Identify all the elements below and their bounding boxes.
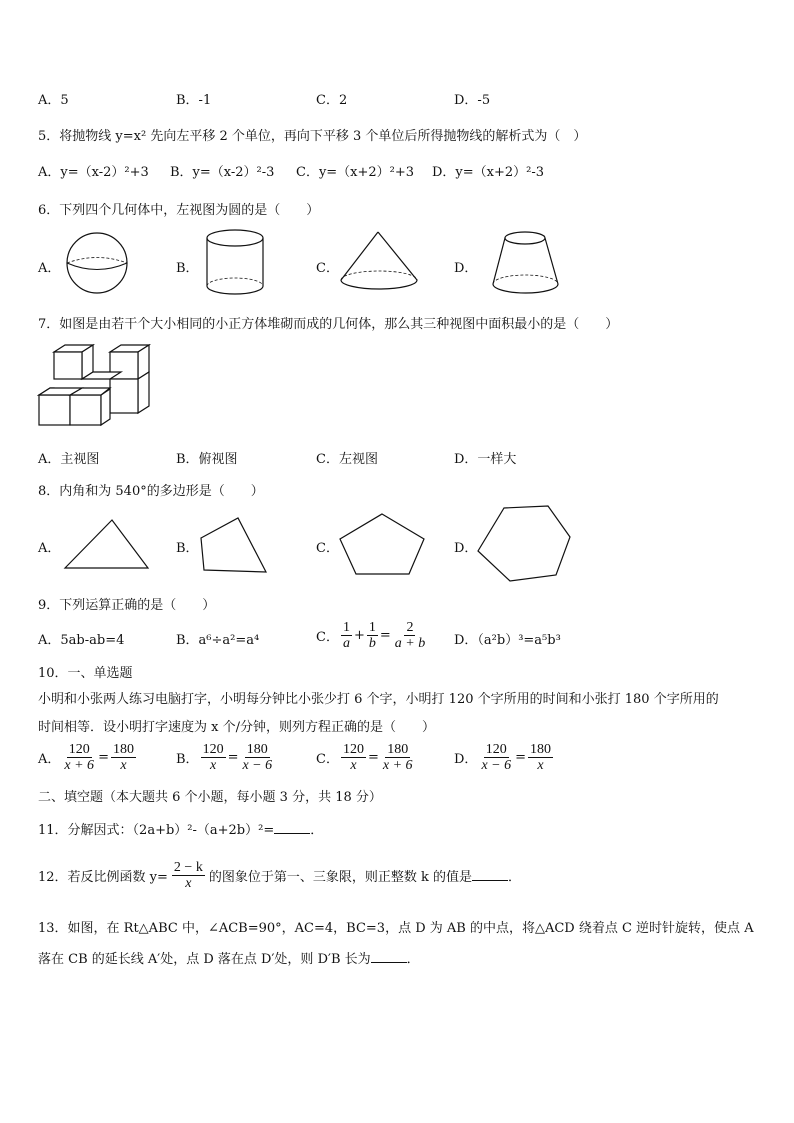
- q10-line1: 小明和小张两人练习电脑打字，小明每分钟比小张少打 6 个字，小明打 120 个字所用的时间和小张打 180 个字所用的: [38, 692, 719, 707]
- q8-option-d: D．: [454, 541, 478, 556]
- q7-option-b: B．俯视图: [176, 452, 238, 467]
- frustum-figure: [492, 228, 562, 296]
- q7-stem: 7．如图是由若干个大小相同的小正方体堆砌而成的几何体，那么其三种视图中面积最小的是（ ）: [38, 317, 619, 332]
- q9-option-c: C． $\frac{1}{a}$ + $\frac{1}{b}$ = $\frac{2}{a + b}$: [316, 620, 426, 651]
- q10-stem: 10．一、单选题: [38, 666, 133, 681]
- quadrilateral-figure: [198, 516, 268, 576]
- q5-option-a: A．y=（x-2）²+3: [38, 165, 149, 180]
- q10-option-c-label: C．: [316, 752, 339, 767]
- q9-option-c-label: C．: [316, 630, 339, 645]
- cube-stack-figure: [38, 344, 156, 430]
- fraction: $\frac{120}{x - 6}$: [481, 742, 512, 773]
- fraction: $\frac{120}{x}$: [342, 742, 364, 773]
- q12-pre: 12．若反比例函数 y=: [38, 870, 168, 885]
- q11-stem: [38, 819, 323, 838]
- q12-stem: [38, 860, 521, 891]
- answer-blank: [274, 823, 310, 834]
- q9-stem: 9．下列运算正确的是（ ）: [38, 598, 216, 613]
- q13-end: ．: [406, 952, 420, 967]
- q4-option-d: D．-5: [454, 93, 491, 108]
- cone-figure: [340, 230, 420, 292]
- q4-option-a: A．5: [38, 93, 69, 108]
- q5-option-c: C．y=（x+2）²+3: [296, 165, 415, 180]
- q10-line2: 时间相等．设小明打字速度为 x 个/分钟，则列方程正确的是（ ）: [38, 720, 435, 735]
- q10-option-d: D． $\frac{120}{x - 6}$ = $\frac{180}{x}$: [454, 742, 552, 773]
- q12-post: 的图象位于第一、三象限，则正整数 k 的值是: [208, 870, 472, 885]
- q4-option-c: C．2: [316, 93, 348, 108]
- q10-option-b: B． $\frac{120}{x}$ = $\frac{180}{x - 6}$: [176, 742, 273, 773]
- q7-option-d: D．一样大: [454, 452, 517, 467]
- answer-blank: [371, 952, 407, 963]
- fraction: $\frac{1}{b}$: [368, 620, 376, 651]
- q8-option-a: A．: [38, 541, 61, 556]
- q5-option-d: D．y=（x+2）²-3: [432, 165, 545, 180]
- q6-option-b: B．: [176, 261, 199, 276]
- sphere-figure: [64, 232, 134, 294]
- q5-stem: 5．将抛物线 y=x² 先向左平移 2 个单位，再向下平移 3 个单位后所得抛物线的解析式为（ ）: [38, 129, 587, 144]
- q10-option-a-label: A．: [38, 752, 61, 767]
- fraction: $\frac{2 - k}{x}$: [173, 860, 203, 891]
- fraction: $\frac{180}{x - 6}$: [242, 742, 273, 773]
- fraction: $\frac{2}{a + b}$: [394, 620, 426, 651]
- q6-option-a: A．: [38, 261, 61, 276]
- q9-option-a: A．5ab-ab=4: [38, 633, 125, 648]
- q6-option-d: D．: [454, 261, 478, 276]
- q7-option-c: C．左视图: [316, 452, 378, 467]
- q6-stem: 6．下列四个几何体中，左视图为圆的是（ ）: [38, 203, 320, 218]
- section-heading: 二、填空题（本大题共 6 个小题，每小题 3 分，共 18 分）: [38, 790, 382, 805]
- fraction: $\frac{180}{x}$: [112, 742, 134, 773]
- q10-option-a: A． $\frac{120}{x + 6}$ = $\frac{180}{x}$: [38, 742, 134, 773]
- fraction: $\frac{120}{x + 6}$: [64, 742, 95, 773]
- q11-end: ．: [310, 823, 324, 838]
- q4-option-b: B．-1: [176, 93, 212, 108]
- pentagon-figure: [338, 513, 428, 577]
- q13-line2: [38, 948, 420, 967]
- fraction: $\frac{120}{x}$: [202, 742, 224, 773]
- q7-option-a: A．主视图: [38, 452, 100, 467]
- q13-line1: 13．如图，在 Rt△ABC 中，∠ACB=90°，AC=4，BC=3，点 D 为 AB 的中点，将△ACD 绕着点 C 逆时针旋转，使点 A: [38, 921, 754, 936]
- q10-option-d-label: D．: [454, 752, 478, 767]
- q8-stem: 8．内角和为 540°的多边形是（ ）: [38, 484, 264, 499]
- q11-text: 11．分解因式：（2a+b）²-（a+2b）²=: [38, 823, 275, 838]
- fraction: $\frac{180}{x}$: [530, 742, 552, 773]
- triangle-figure: [64, 518, 150, 570]
- answer-blank: [472, 870, 508, 881]
- q9-option-d: D．（a²b）³=a⁵b³: [454, 633, 561, 648]
- fraction: $\frac{1}{a}$: [342, 620, 350, 651]
- cylinder-figure: [206, 228, 268, 296]
- q10-option-c: C． $\frac{120}{x}$ = $\frac{180}{x + 6}$: [316, 742, 413, 773]
- q5-option-b: B．y=（x-2）²-3: [170, 165, 275, 180]
- q9-option-b: B．a⁶÷a²=a⁴: [176, 633, 260, 648]
- hexagon-figure: [476, 505, 572, 583]
- q8-option-b: B．: [176, 541, 199, 556]
- q10-option-b-label: B．: [176, 752, 199, 767]
- q6-option-c: C．: [316, 261, 339, 276]
- q8-option-c: C．: [316, 541, 339, 556]
- q13-text: 落在 CB 的延长线 A′处，点 D 落在点 D′处，则 D′B 长为: [38, 952, 371, 967]
- fraction: $\frac{180}{x + 6}$: [382, 742, 413, 773]
- q12-end: ．: [507, 870, 521, 885]
